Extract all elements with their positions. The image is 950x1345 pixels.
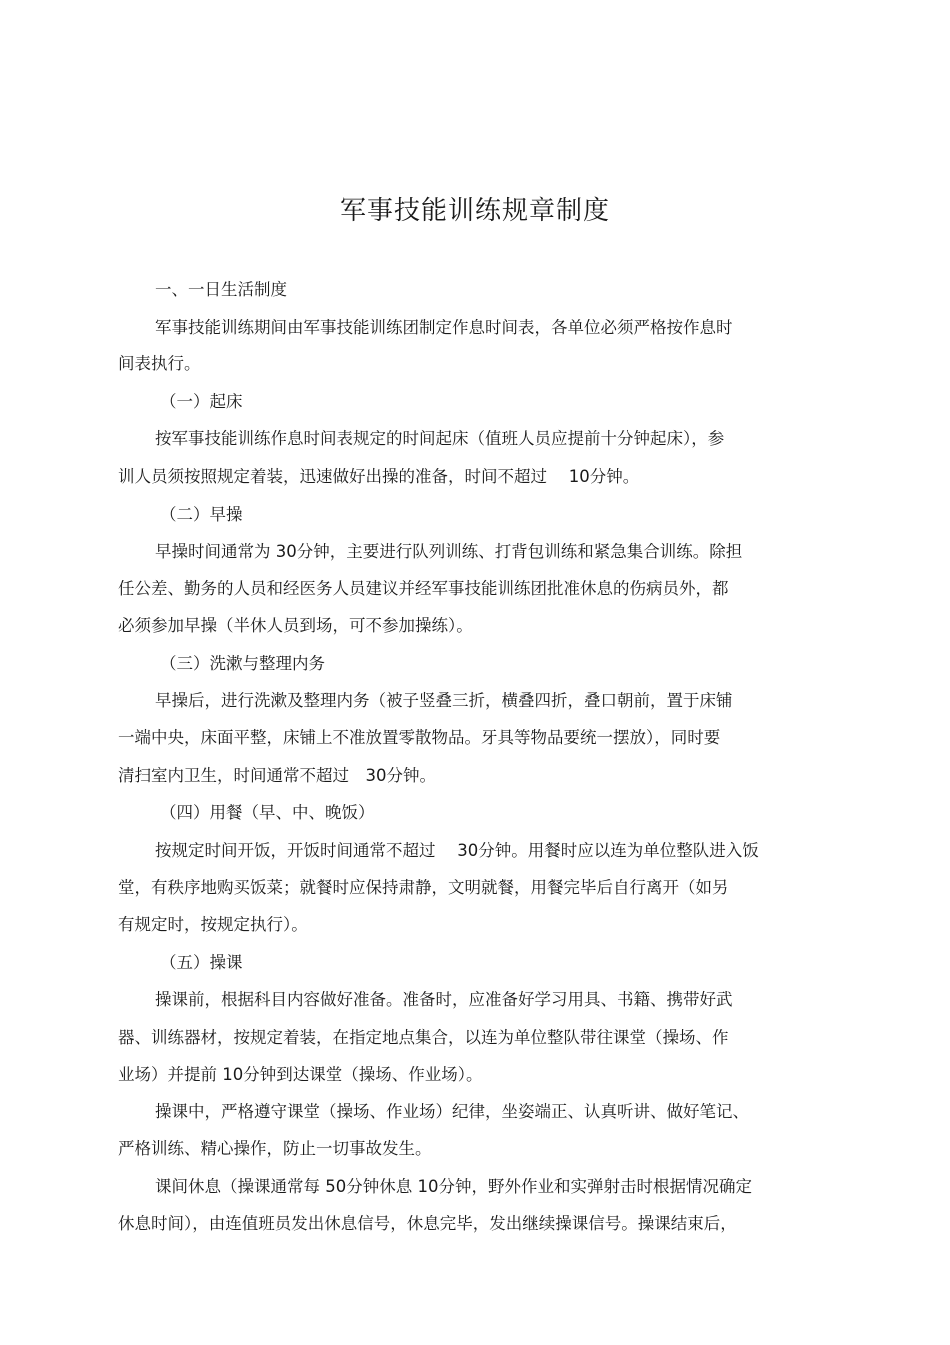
paragraph-line: 严格训练、精心操作，防止一切事故发生。 — [118, 1139, 432, 1158]
paragraph-line: 间表执行。 — [118, 354, 201, 373]
subsection-heading: （二）早操 — [160, 505, 243, 524]
paragraph-line: 任公差、勤务的人员和经医务人员建议并经军事技能训练团批准休息的伤病员外，都 — [118, 579, 729, 598]
paragraph-line: 必须参加早操（半休人员到场，可不参加操练）。 — [118, 616, 473, 635]
paragraph-line: 军事技能训练期间由军事技能训练团制定作息时间表，各单位必须严格按作息时 — [155, 318, 733, 337]
paragraph-line: 按规定时间开饭，开饭时间通常不超过 30分钟。用餐时应以连为单位整队进入饭 — [155, 841, 759, 860]
paragraph-line: 业场）并提前 10分钟到达课堂（操场、作业场）。 — [118, 1065, 483, 1084]
section-heading: 一、一日生活制度 — [155, 280, 287, 299]
paragraph-line: 早操时间通常为 30分钟，主要进行队列训练、打背包训练和紧急集合训练。除担 — [155, 542, 743, 561]
paragraph-line: 课间休息（操课通常每 50分钟休息 10分钟，野外作业和实弹射击时根据情况确定 — [155, 1177, 752, 1196]
paragraph-line: 休息时间），由连值班员发出休息信号，休息完毕，发出继续操课信号。操课结束后， — [118, 1214, 737, 1233]
paragraph-line: 操课前，根据科目内容做好准备。准备时，应准备好学习用具、书籍、携带好武 — [155, 990, 733, 1009]
paragraph-line: 按军事技能训练作息时间表规定的时间起床（值班人员应提前十分钟起床），参 — [155, 429, 725, 448]
document-title: 军事技能训练规章制度 — [339, 196, 610, 226]
paragraph-line: 清扫室内卫生，时间通常不超过 30分钟。 — [118, 766, 436, 785]
paragraph-line: 操课中，严格遵守课堂（操场、作业场）纪律，坐姿端正、认真听讲、做好笔记、 — [155, 1102, 749, 1121]
subsection-heading: （三）洗漱与整理内务 — [160, 654, 325, 673]
paragraph-line: 堂，有秩序地购买饭菜；就餐时应保持肃静，文明就餐，用餐完毕后自行离开（如另 — [118, 878, 729, 897]
subsection-heading: （四）用餐（早、中、晚饭） — [160, 803, 375, 822]
paragraph-line: 一端中央，床面平整，床铺上不准放置零散物品。牙具等物品要统一摆放），同时要 — [118, 728, 721, 747]
paragraph-line: 器、训练器材，按规定着装，在指定地点集合，以连为单位整队带往课堂（操场、作 — [118, 1028, 729, 1047]
subsection-heading: （一）起床 — [160, 392, 243, 411]
paragraph-line: 有规定时，按规定执行）。 — [118, 915, 308, 934]
paragraph-line: 早操后，进行洗漱及整理内务（被子竖叠三折，横叠四折，叠口朝前，置于床铺 — [155, 691, 733, 710]
subsection-heading: （五）操课 — [160, 953, 243, 972]
paragraph-line: 训人员须按照规定着装，迅速做好出操的准备，时间不超过 10分钟。 — [118, 467, 640, 486]
